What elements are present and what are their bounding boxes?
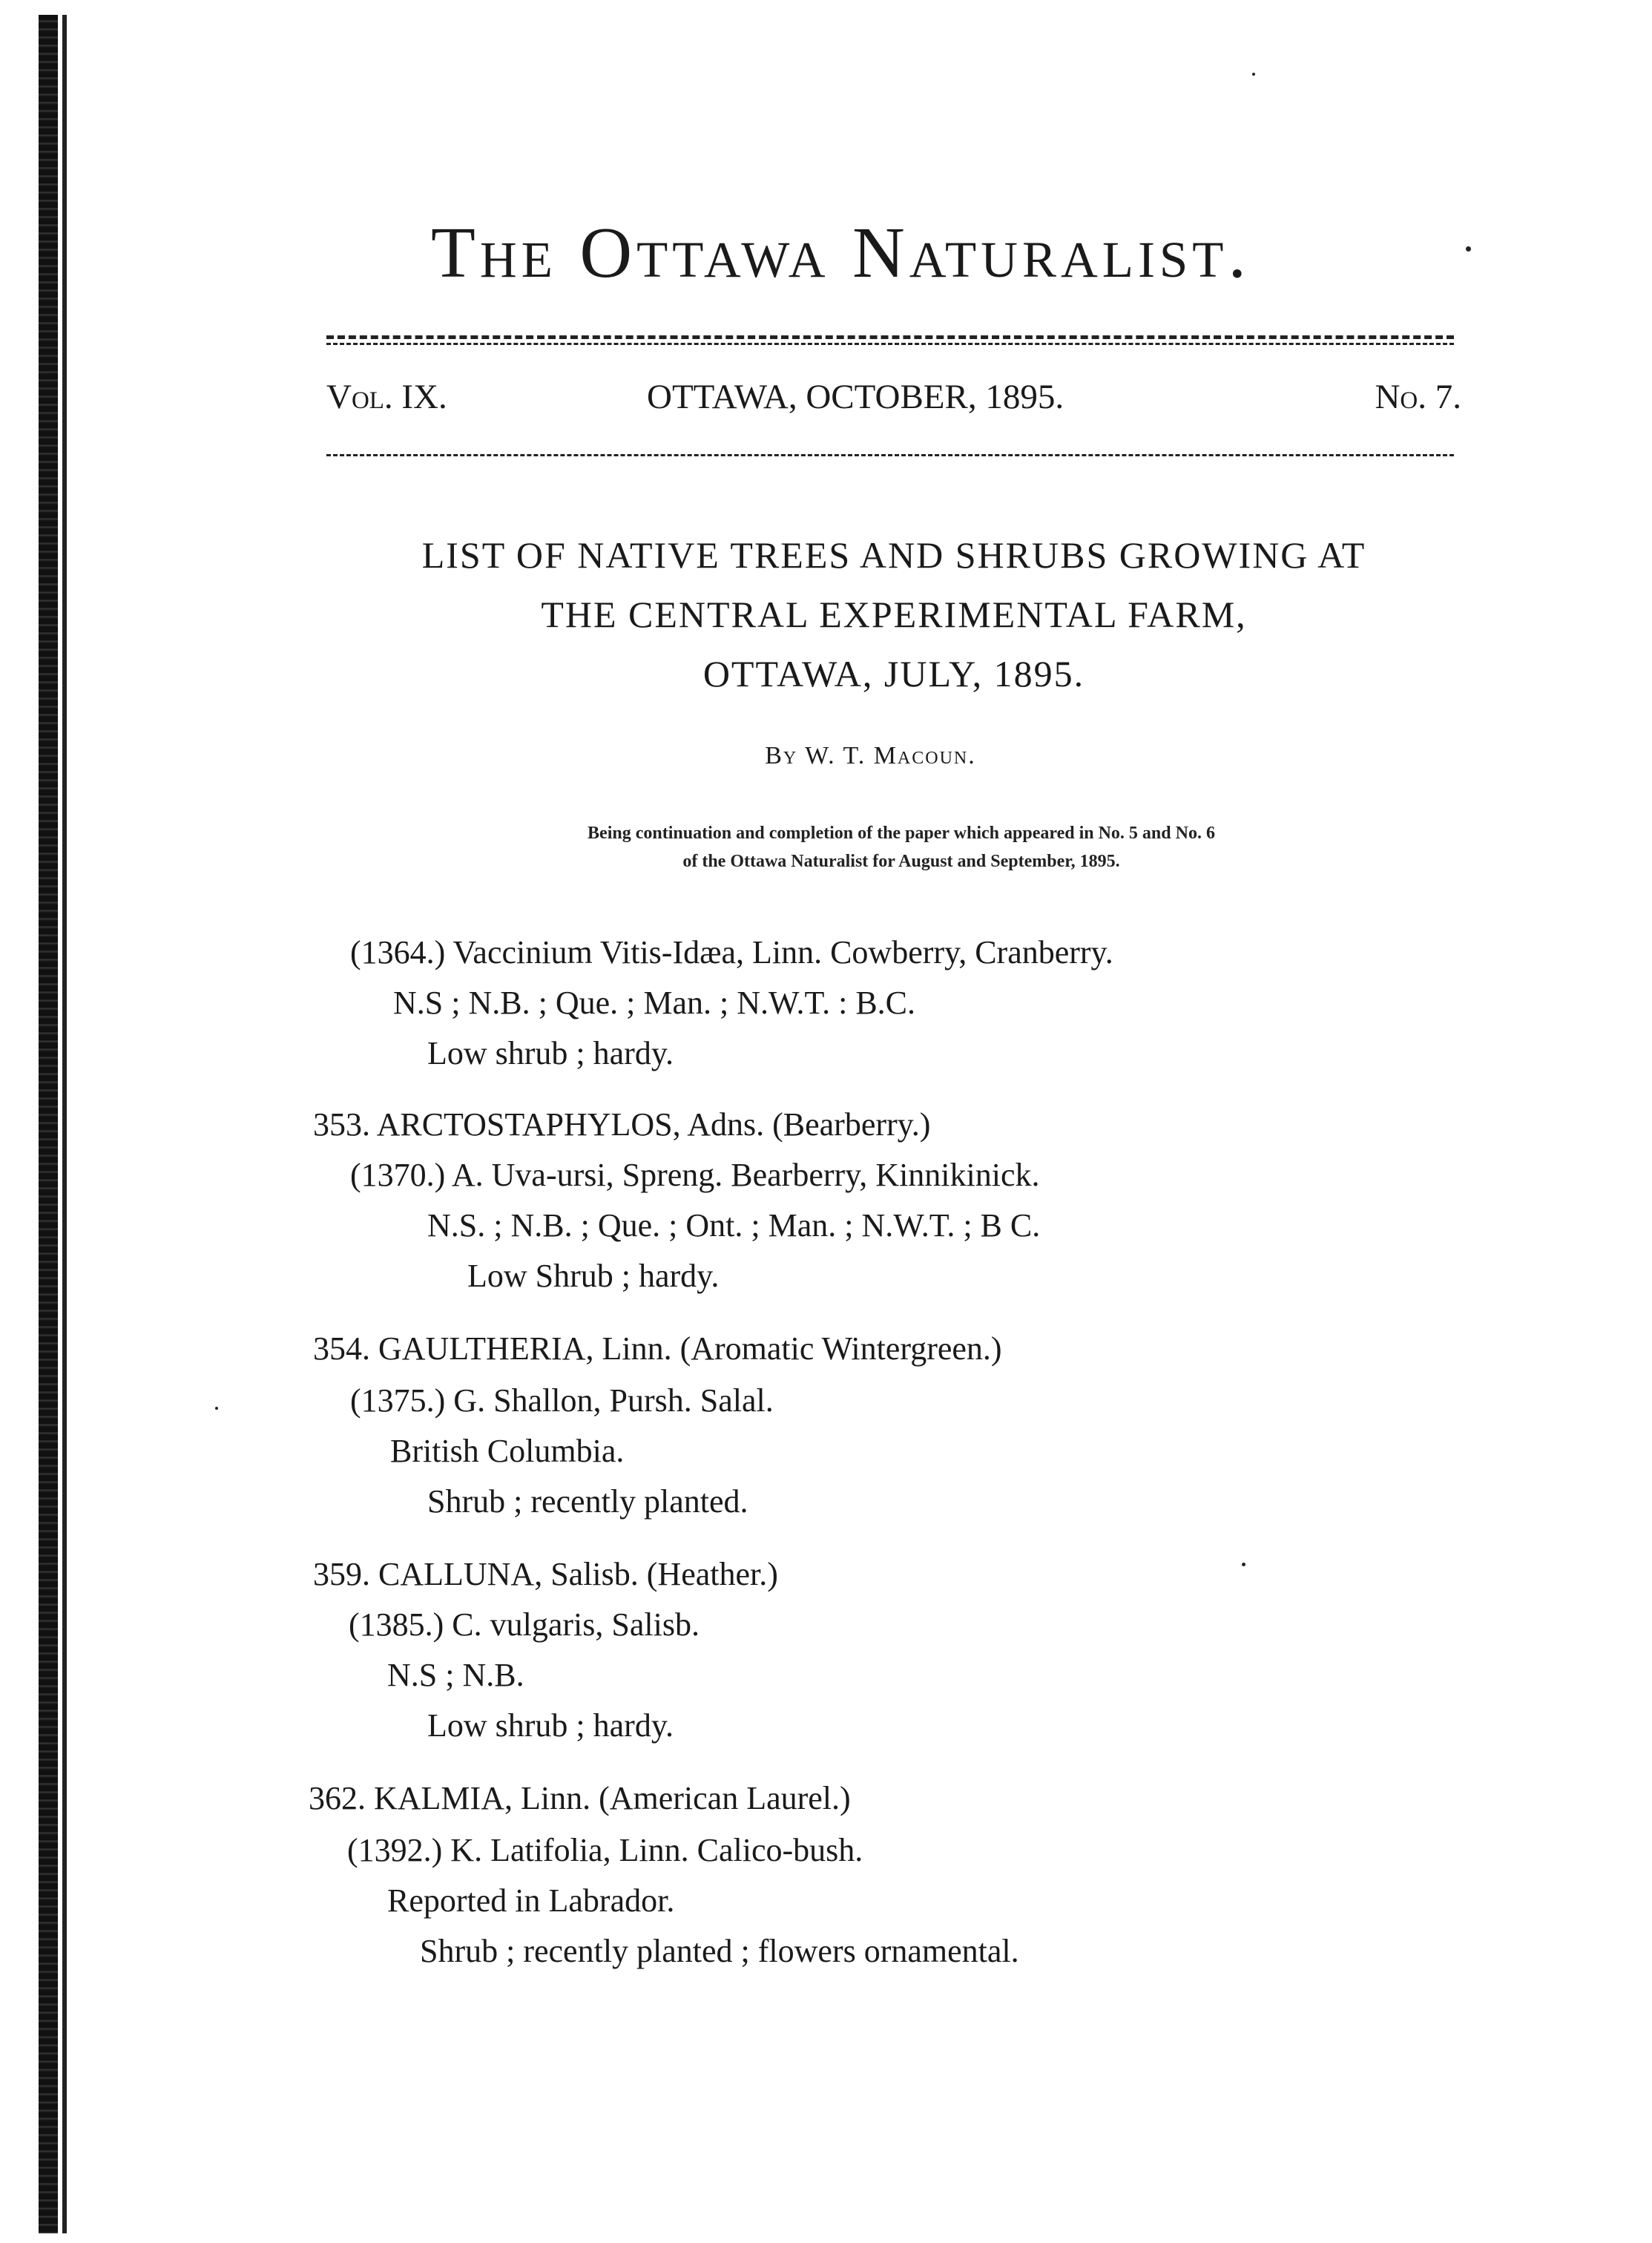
species-line: (1370.) A. Uva-ursi, Spreng. Bearberry, Kinnikinick. [350,1157,1040,1193]
dateline: OTTAWA, OCTOBER, 1895. [647,378,1064,416]
masthead-bottom-rule [326,454,1454,456]
journal-title: The Ottawa Naturalist. [431,213,1251,293]
article-title-line: LIST OF NATIVE TREES AND SHRUBS GROWING AT [421,534,1366,576]
article-title-line: OTTAWA, JULY, 1895. [702,653,1085,694]
genus-heading: 353. ARCTOSTAPHYLOS, Adns. (Bearberry.) [313,1106,931,1143]
continuation-note [401,819,1402,876]
habit-line: Shrub ; recently planted ; flowers ornamental. [420,1933,1019,1969]
volume-label: Vol. IX. [326,378,447,416]
article-title [326,525,1461,703]
species-line: (1364.) Vaccinium Vitis-Idæa, Linn. Cowberry, Cranberry. [350,934,1113,971]
habit-line: Low shrub ; hardy. [427,1707,674,1744]
genus-heading: 354. GAULTHERIA, Linn. (Aromatic Wintergreen.) [313,1330,1002,1367]
masthead-top-rule [326,335,1454,339]
species-line: (1385.) C. vulgaris, Salisb. [349,1606,700,1643]
ink-speck [1466,246,1471,252]
article-title-line: THE CENTRAL EXPERIMENTAL FARM, [541,594,1247,635]
habit-line: Low shrub ; hardy. [427,1035,674,1071]
distribution-line: N.S ; N.B. [387,1657,524,1693]
byline: By W. T. Macoun. [765,742,976,769]
distribution-line: N.S ; N.B. ; Que. ; Man. ; N.W.T. : B.C. [393,985,916,1021]
distribution-line: N.S. ; N.B. ; Que. ; Ont. ; Man. ; N.W.T. ; B C. [427,1207,1041,1244]
masthead-top-rule-second [326,343,1454,345]
issue-number: No. 7. [1375,378,1461,416]
note-line: Being continuation and completion of the paper which appeared in No. 5 and No. 6 [588,824,1215,843]
ink-speck [1242,1563,1245,1566]
species-line: (1375.) G. Shallon, Pursh. Salal. [350,1382,774,1419]
habit-line: Low Shrub ; hardy. [467,1258,720,1294]
ink-speck [215,1407,218,1410]
distribution-line: British Columbia. [390,1433,625,1469]
note-line: of the Ottawa Naturalist for August and September, 1895. [682,852,1120,871]
ink-speck [1252,73,1255,76]
genus-heading: 362. KALMIA, Linn. (American Laurel.) [309,1780,851,1816]
species-line: (1392.) K. Latifolia, Linn. Calico-bush. [347,1832,863,1868]
binding-edge-line [62,15,67,2233]
distribution-line: Reported in Labrador. [387,1882,675,1919]
habit-line: Shrub ; recently planted. [427,1483,748,1520]
genus-heading: 359. CALLUNA, Salisb. (Heather.) [313,1556,778,1592]
binding-edge [39,15,58,2233]
